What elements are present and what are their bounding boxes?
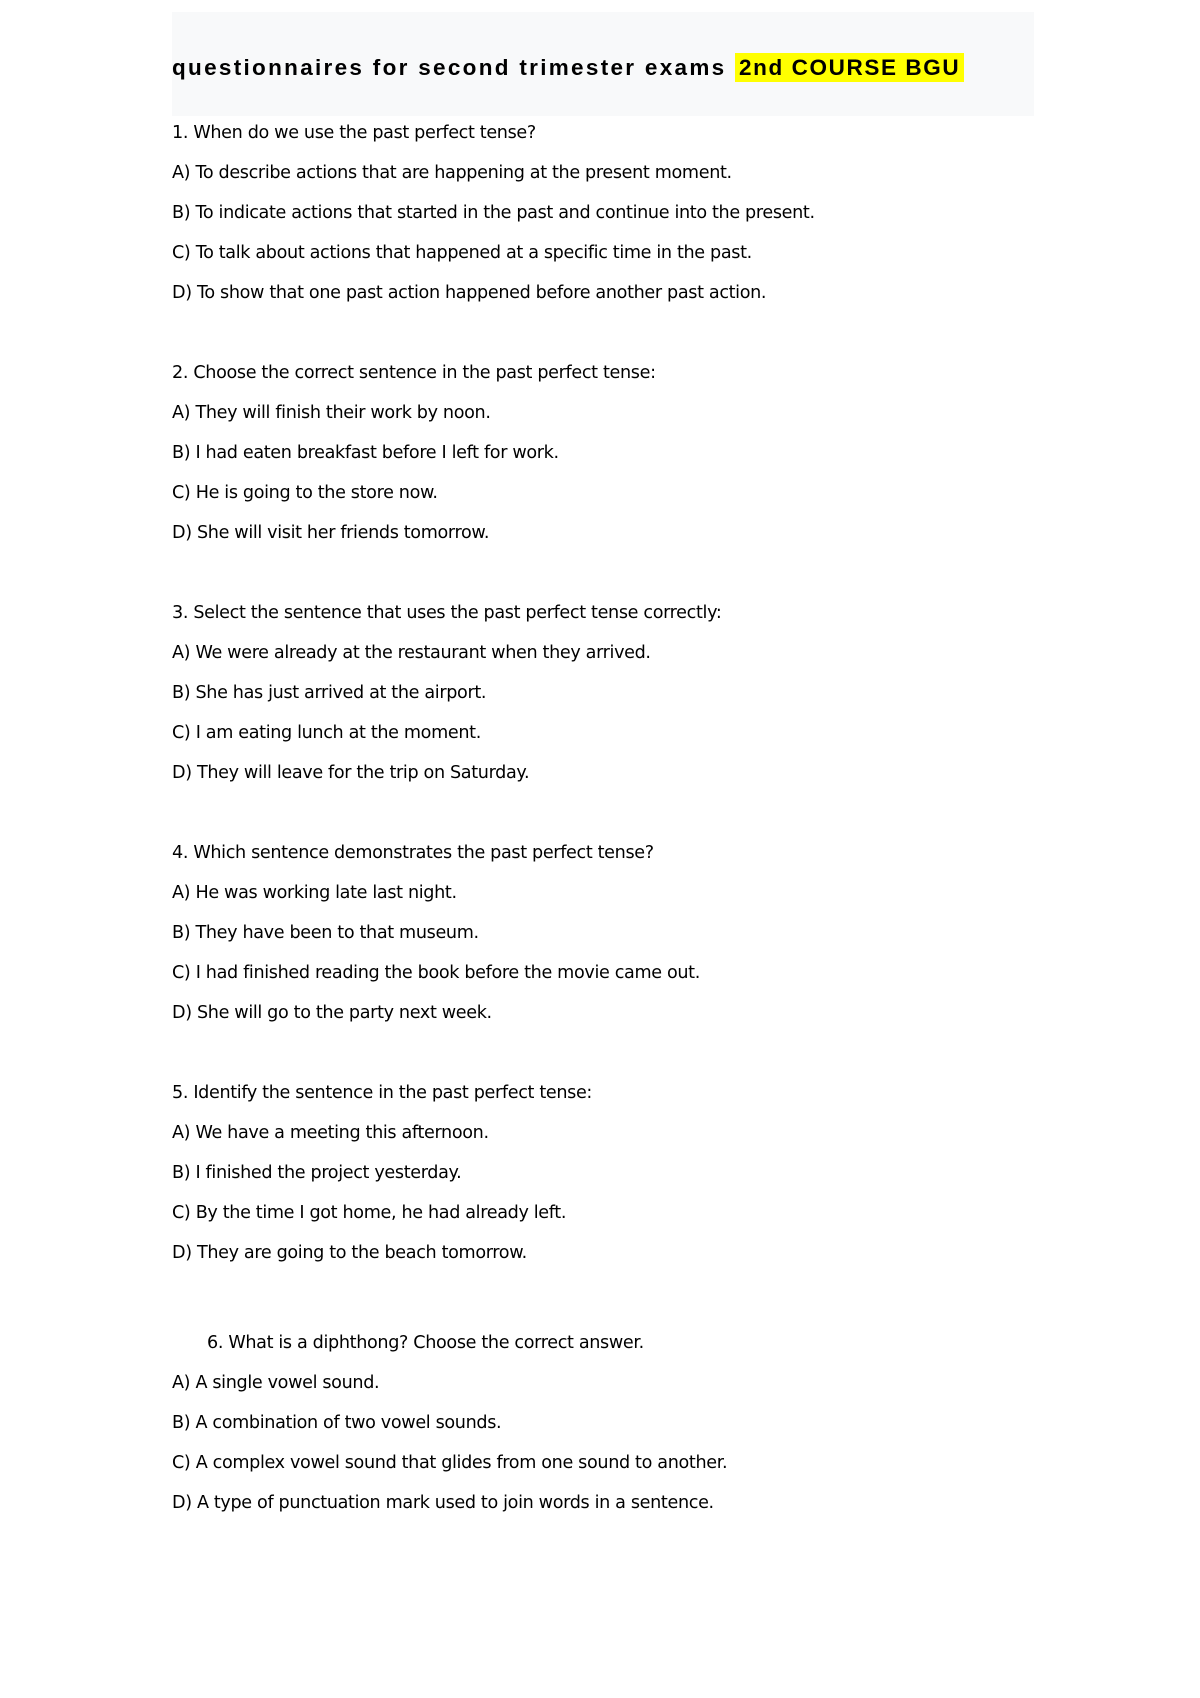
question-4-option-a: A) He was working late last night.: [172, 883, 457, 903]
title-highlight: 2nd COURSE BGU: [735, 53, 964, 82]
question-4-text: 4. Which sentence demonstrates the past perfect tense?: [172, 843, 654, 863]
question-4-option-b: B) They have been to that museum.: [172, 923, 479, 943]
question-3-option-d: D) They will leave for the trip on Saturday.: [172, 763, 530, 783]
question-3-option-b: B) She has just arrived at the airport.: [172, 683, 487, 703]
question-6-text: 6. What is a diphthong? Choose the correct answer.: [207, 1333, 644, 1353]
question-2-option-b: B) I had eaten breakfast before I left for work.: [172, 443, 559, 463]
question-5-option-a: A) We have a meeting this afternoon.: [172, 1123, 489, 1143]
question-6-option-a: A) A single vowel sound.: [172, 1373, 380, 1393]
question-2-option-d: D) She will visit her friends tomorrow.: [172, 523, 490, 543]
question-1-option-d: D) To show that one past action happened before another past action.: [172, 283, 767, 303]
question-1-text: 1. When do we use the past perfect tense?: [172, 123, 536, 143]
question-2-option-a: A) They will finish their work by noon.: [172, 403, 491, 423]
question-1-option-b: B) To indicate actions that started in the past and continue into the present.: [172, 203, 815, 223]
question-5-text: 5. Identify the sentence in the past perfect tense:: [172, 1083, 593, 1103]
question-5-option-c: C) By the time I got home, he had already left.: [172, 1203, 567, 1223]
question-5-option-b: B) I finished the project yesterday.: [172, 1163, 462, 1183]
question-4-option-d: D) She will go to the party next week.: [172, 1003, 492, 1023]
title-text: questionnaires for second trimester exams: [172, 55, 727, 80]
question-6-option-d: D) A type of punctuation mark used to join words in a sentence.: [172, 1493, 714, 1513]
question-6-option-b: B) A combination of two vowel sounds.: [172, 1413, 502, 1433]
question-3-option-c: C) I am eating lunch at the moment.: [172, 723, 481, 743]
question-5-option-d: D) They are going to the beach tomorrow.: [172, 1243, 527, 1263]
question-1-option-c: C) To talk about actions that happened at a specific time in the past.: [172, 243, 752, 263]
question-4-option-c: C) I had finished reading the book before the movie came out.: [172, 963, 700, 983]
question-2-text: 2. Choose the correct sentence in the past perfect tense:: [172, 363, 656, 383]
question-1-option-a: A) To describe actions that are happening at the present moment.: [172, 163, 732, 183]
document-title: [172, 50, 964, 86]
question-2-option-c: C) He is going to the store now.: [172, 483, 438, 503]
question-3-option-a: A) We were already at the restaurant when they arrived.: [172, 643, 651, 663]
question-3-text: 3. Select the sentence that uses the past perfect tense correctly:: [172, 603, 722, 623]
question-6-option-c: C) A complex vowel sound that glides from one sound to another.: [172, 1453, 728, 1473]
